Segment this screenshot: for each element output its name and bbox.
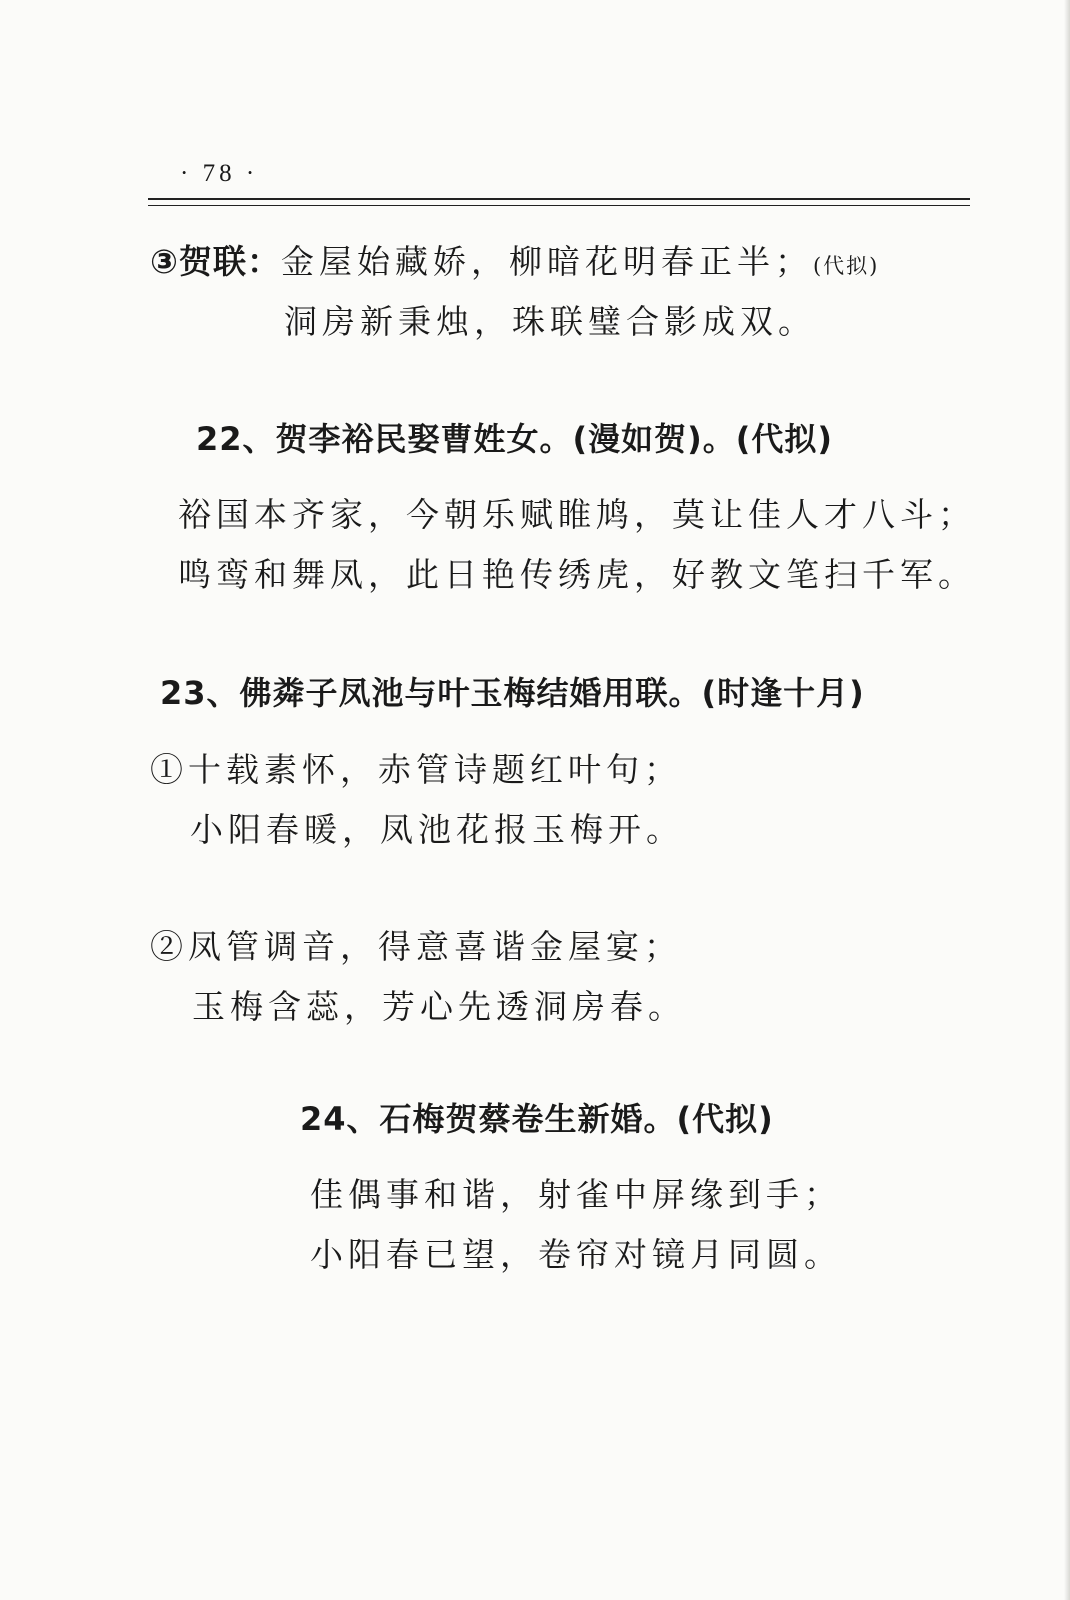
section-23-couplet-1-line-1: ①十载素怀，赤管诗题红叶句； [150, 750, 682, 789]
section-23-heading: 23、佛粦子凤池与叶玉梅结婚用联。(时逢十月) [160, 674, 865, 712]
section-22-heading: 22、贺李裕民娶曹姓女。(漫如贺)。(代拟) [196, 420, 834, 458]
section-24-line-2: 小阳春已望，卷帘对镜月同圆。 [310, 1235, 842, 1274]
page-number: · 78 · [180, 160, 259, 187]
page-edge-shadow [1064, 0, 1070, 1600]
section-23-couplet-2-line-2: 玉梅含蕊，芳心先透洞房春。 [192, 987, 686, 1026]
header-rule-thin [148, 205, 970, 206]
couplet-3-note: (代拟) [812, 254, 880, 278]
couplet-3-marker: ③贺联 [150, 242, 247, 281]
couplet-3-line-1 [150, 236, 879, 283]
section-23-couplet-2-line-1: ②凤管调音，得意喜谐金屋宴； [150, 927, 682, 966]
couplet-3-line-2: 洞房新秉烛，珠联璧合影成双。 [284, 302, 816, 341]
couplet-3-colon: ： [246, 242, 281, 281]
section-24-heading: 24、石梅贺蔡卷生新婚。(代拟) [300, 1100, 774, 1138]
section-24-line-1: 佳偶事和谐，射雀中屏缘到手； [310, 1175, 842, 1214]
couplet-3-line-1-text: 金屋始藏娇，柳暗花明春正半； [280, 242, 813, 281]
section-23-couplet-1-line-2: 小阳春暖，凤池花报玉梅开。 [190, 810, 684, 849]
section-22-line-1: 裕国本齐家，今朝乐赋睢鸠，莫让佳人才八斗； [178, 495, 976, 534]
section-22-line-2: 鸣鸾和舞凤，此日艳传绣虎，好教文笔扫千军。 [178, 555, 976, 594]
header-rule-thick [148, 198, 970, 200]
